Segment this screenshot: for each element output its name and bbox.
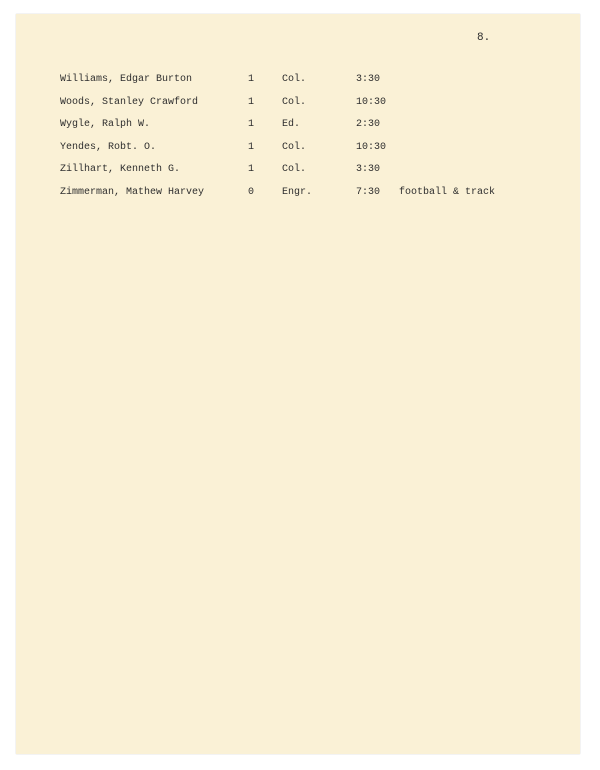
student-name: Yendes, Robt. O. xyxy=(60,141,157,153)
document-page xyxy=(16,14,580,754)
count-value: 1 xyxy=(248,119,255,131)
school-abbrev: Ed. xyxy=(282,119,301,131)
count-value: 1 xyxy=(248,164,255,176)
count-value: 1 xyxy=(248,141,255,153)
student-name: Zillhart, Kenneth G. xyxy=(60,164,181,176)
note-text: football & track xyxy=(399,186,496,198)
time-value: 2:30 xyxy=(356,119,381,131)
school-abbrev: Col. xyxy=(282,141,307,153)
time-value: 10:30 xyxy=(356,96,387,108)
student-name: Woods, Stanley Crawford xyxy=(60,96,199,108)
time-value: 3:30 xyxy=(356,74,381,85)
count-value: 1 xyxy=(248,96,255,108)
count-value: 1 xyxy=(248,74,255,85)
school-abbrev: Col. xyxy=(282,164,307,176)
student-name: Wygle, Ralph W. xyxy=(60,119,151,131)
school-abbrev: Col. xyxy=(282,96,307,108)
school-abbrev: Engr. xyxy=(282,186,313,198)
school-abbrev: Col. xyxy=(282,74,307,85)
student-name: Zimmerman, Mathew Harvey xyxy=(60,186,205,198)
count-value: 0 xyxy=(248,186,255,198)
time-value: 3:30 xyxy=(356,164,381,176)
time-value: 10:30 xyxy=(356,141,387,153)
page-number: 8. xyxy=(477,32,491,44)
time-value: 7:30 xyxy=(356,186,381,198)
student-name: Williams, Edgar Burton xyxy=(60,74,193,85)
